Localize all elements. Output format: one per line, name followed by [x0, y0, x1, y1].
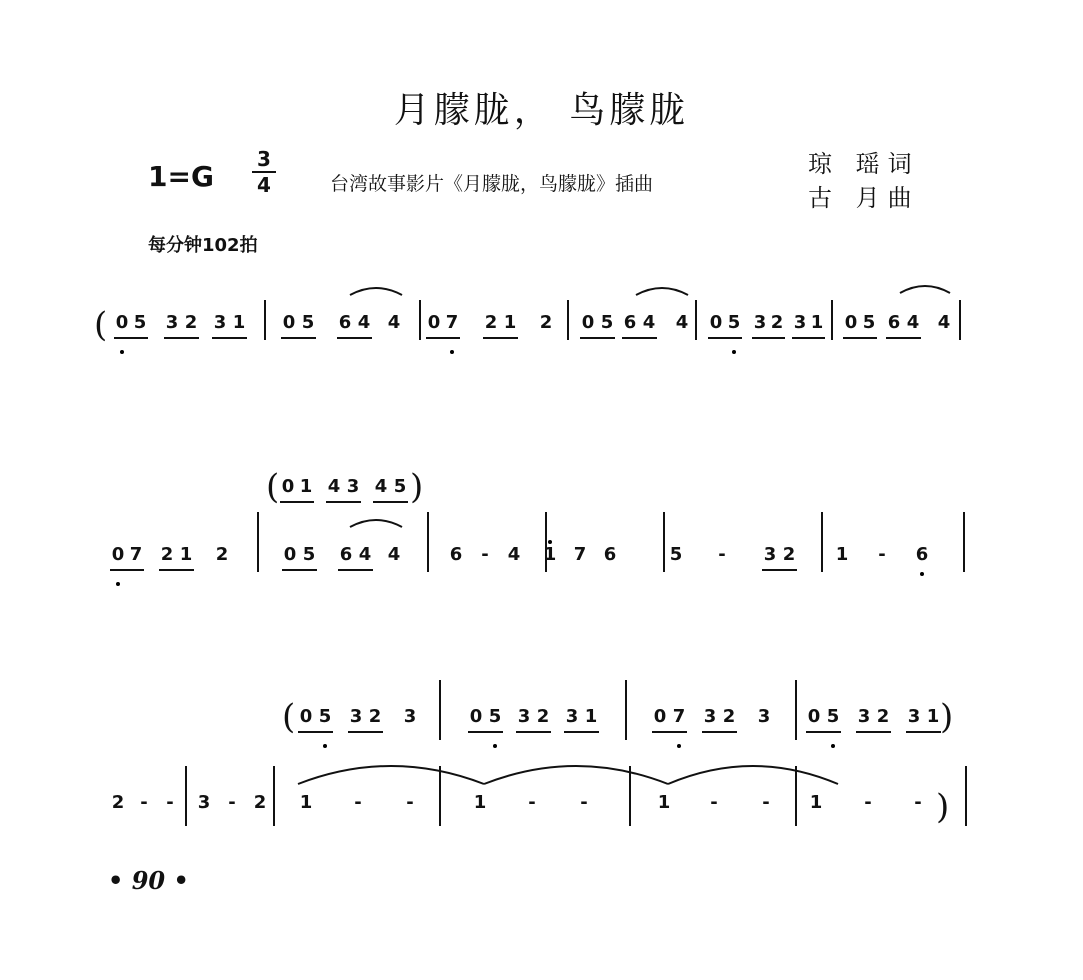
note: 4: [358, 544, 372, 565]
hold-dash: -: [528, 792, 536, 813]
octave-dot-low: [493, 744, 497, 748]
octave-dot-low: [116, 582, 120, 586]
hold-dash: -: [166, 792, 174, 813]
note: 3: [907, 706, 921, 727]
note: 1: [473, 792, 487, 813]
slur: [668, 766, 838, 784]
note: 6: [603, 544, 617, 565]
note: 7: [672, 706, 686, 727]
note: 3: [197, 792, 211, 813]
hold-dash: -: [864, 792, 872, 813]
note: 0: [653, 706, 667, 727]
score-line-2: [110, 467, 964, 586]
note: 2: [484, 312, 498, 333]
note: 0: [427, 312, 441, 333]
score-line-3: [112, 680, 966, 827]
octave-dot-low: [120, 350, 124, 354]
note: 1: [299, 476, 313, 497]
note: 2: [253, 792, 267, 813]
note: 2: [770, 312, 784, 333]
upper-close-paren: ): [940, 697, 954, 737]
note: 2: [184, 312, 198, 333]
note: 6: [339, 544, 353, 565]
note: 3: [403, 706, 417, 727]
note: 5: [302, 544, 316, 565]
score-line-1: [94, 286, 960, 354]
slur: [484, 766, 668, 784]
note: 0: [299, 706, 313, 727]
octave-dot-low: [323, 744, 327, 748]
note: 1: [232, 312, 246, 333]
note: 3: [793, 312, 807, 333]
note: 6: [623, 312, 637, 333]
composer-credit: 古 月曲: [808, 184, 920, 212]
note: 7: [129, 544, 143, 565]
slur: [900, 286, 950, 293]
note: 2: [782, 544, 796, 565]
note: 3: [565, 706, 579, 727]
note: 3: [165, 312, 179, 333]
note: 2: [368, 706, 382, 727]
note: 6: [338, 312, 352, 333]
note: 5: [669, 544, 683, 565]
note: 2: [722, 706, 736, 727]
note: 4: [906, 312, 920, 333]
note: 2: [111, 792, 125, 813]
note: 0: [281, 476, 295, 497]
note: 7: [573, 544, 587, 565]
note: 1: [809, 792, 823, 813]
note: 0: [283, 544, 297, 565]
open-paren: (: [94, 305, 108, 345]
alt-open-paren: (: [266, 467, 280, 507]
note: 3: [346, 476, 360, 497]
lyricist-credit: 琼 瑶词: [808, 150, 920, 178]
note: 3: [753, 312, 767, 333]
note: 3: [757, 706, 771, 727]
note: 1: [835, 544, 849, 565]
octave-dot-low: [831, 744, 835, 748]
note: 2: [536, 706, 550, 727]
note: 1: [179, 544, 193, 565]
note: 4: [642, 312, 656, 333]
key-signature: 1=G: [148, 160, 214, 193]
time-signature-top: 3: [257, 147, 271, 171]
note: 5: [862, 312, 876, 333]
note: 5: [133, 312, 147, 333]
note: 3: [763, 544, 777, 565]
note: 2: [539, 312, 553, 333]
slur: [636, 288, 688, 295]
hold-dash: -: [140, 792, 148, 813]
note: 2: [215, 544, 229, 565]
octave-dot-low: [732, 350, 736, 354]
note: 0: [709, 312, 723, 333]
octave-dot-low: [920, 572, 924, 576]
note: 3: [213, 312, 227, 333]
alt-close-paren: ): [410, 467, 424, 507]
slur: [350, 520, 402, 527]
hold-dash: -: [878, 544, 886, 565]
note: 1: [584, 706, 598, 727]
note: 1: [543, 544, 557, 565]
note: 0: [469, 706, 483, 727]
hold-dash: -: [228, 792, 236, 813]
note: 5: [393, 476, 407, 497]
hold-dash: -: [718, 544, 726, 565]
note: 1: [657, 792, 671, 813]
note: 4: [675, 312, 689, 333]
note: 2: [160, 544, 174, 565]
note: 3: [517, 706, 531, 727]
song-subtitle: 台湾故事影片《月朦胧，鸟朦胧》插曲: [330, 173, 654, 195]
note: 1: [926, 706, 940, 727]
hold-dash: -: [914, 792, 922, 813]
note: 3: [703, 706, 717, 727]
note: 1: [299, 792, 313, 813]
note: 4: [357, 312, 371, 333]
hold-dash: -: [710, 792, 718, 813]
hold-dash: -: [580, 792, 588, 813]
note: 0: [282, 312, 296, 333]
note: 5: [600, 312, 614, 333]
page-number: • 90 •: [108, 866, 189, 895]
octave-dot-high: [548, 540, 552, 544]
note: 6: [449, 544, 463, 565]
note: 4: [937, 312, 951, 333]
note: 5: [488, 706, 502, 727]
hold-dash: -: [406, 792, 414, 813]
lower-close-paren: ): [936, 787, 950, 827]
note: 0: [844, 312, 858, 333]
octave-dot-low: [450, 350, 454, 354]
note: 2: [876, 706, 890, 727]
slur: [350, 288, 402, 295]
note: 6: [887, 312, 901, 333]
hold-dash: -: [481, 544, 489, 565]
note: 7: [445, 312, 459, 333]
time-signature-bottom: 4: [257, 173, 271, 197]
note: 4: [387, 544, 401, 565]
note: 3: [857, 706, 871, 727]
note: 0: [115, 312, 129, 333]
note: 4: [374, 476, 388, 497]
note: 4: [327, 476, 341, 497]
note: 5: [301, 312, 315, 333]
note: 5: [826, 706, 840, 727]
note: 3: [349, 706, 363, 727]
note: 5: [727, 312, 741, 333]
note: 5: [318, 706, 332, 727]
note: 1: [810, 312, 824, 333]
note: 0: [807, 706, 821, 727]
hold-dash: -: [762, 792, 770, 813]
upper-open-paren: (: [282, 697, 296, 737]
hold-dash: -: [354, 792, 362, 813]
tempo-marking: 每分钟102拍: [148, 235, 258, 256]
note: 4: [387, 312, 401, 333]
note: 0: [581, 312, 595, 333]
note: 4: [507, 544, 521, 565]
octave-dot-low: [677, 744, 681, 748]
note: 1: [503, 312, 517, 333]
note: 6: [915, 544, 929, 565]
note: 0: [111, 544, 125, 565]
slur: [298, 766, 484, 784]
song-title: 月朦胧， 鸟朦胧: [393, 90, 690, 131]
